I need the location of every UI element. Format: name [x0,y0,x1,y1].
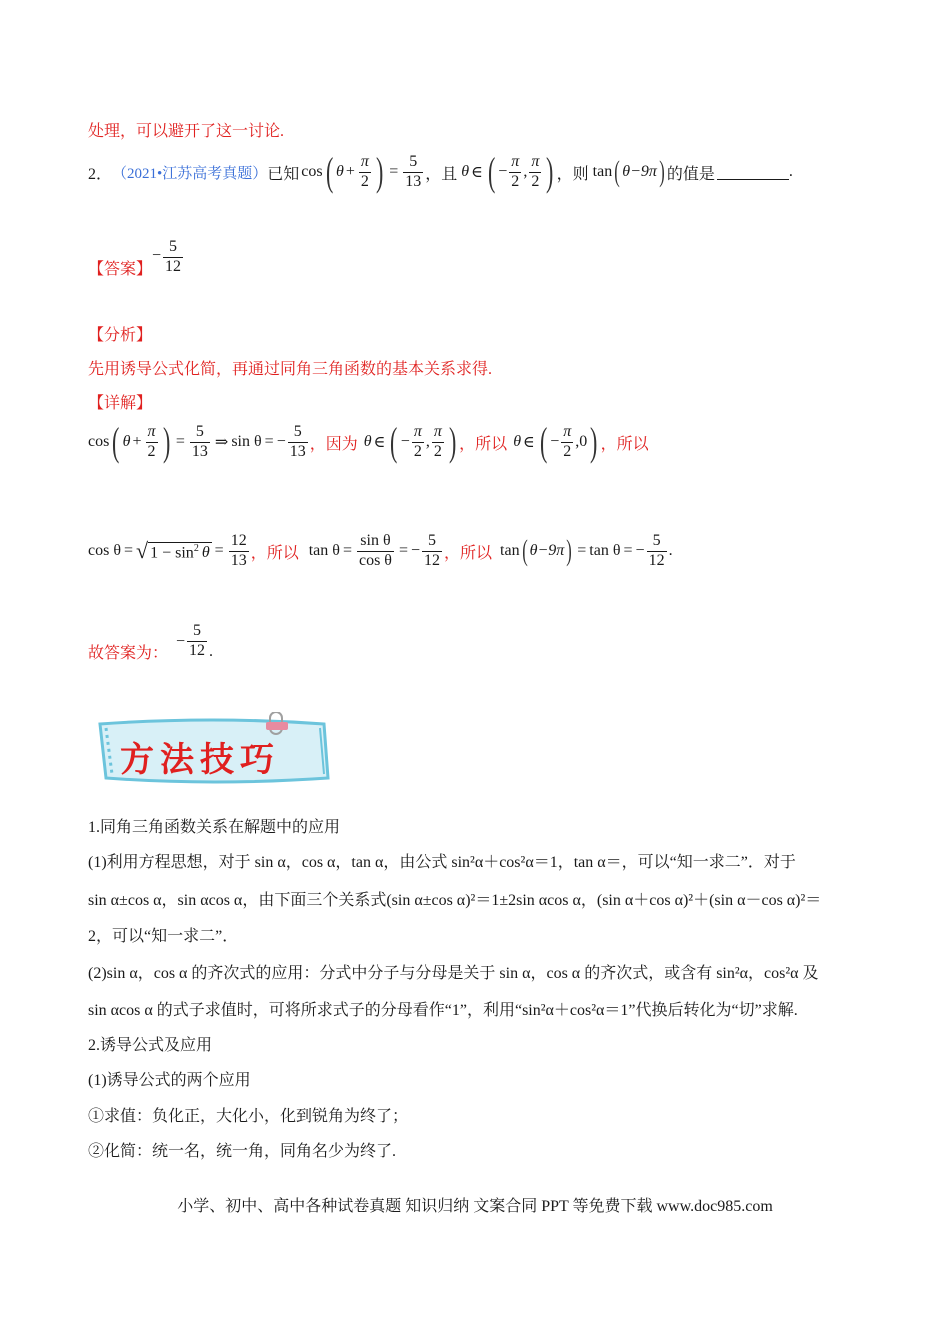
problem-theta: θ [335,163,344,180]
d2-eq5: = [577,542,587,560]
d1-pc2: ) [448,419,457,464]
d1-pc: ) [162,419,170,464]
problem-2 [88,149,793,194]
paren-open-3: ( [614,155,620,188]
method-p1c: 2，可以“知一求二”． [88,928,239,945]
d1-po3: ( [539,419,548,464]
d1-cos: cos [88,433,110,450]
d1-pi-2-c: $\frac{\pi}{2}$ [433,422,442,460]
d2-end: . [668,542,673,560]
problem-text-4: 的值是 [666,165,715,183]
d1-comma: , [425,433,430,450]
analysis-text: 先用诱导公式化简，再通过同角三角函数的基本关系求得. [88,361,493,378]
problem-in: ∈ [471,164,483,181]
paren-close: ) [375,149,384,194]
d2-eq: = [124,542,134,560]
method-p2a: (2)sin α，cos α 的齐次式的应用：分式中分子与分母是关于 sin α，cos α 的齐次式，或含有 sin²α，cos²α 及 [88,965,819,982]
d1-5-13-b: $\frac{5}{13}$ [289,422,306,460]
problem-plus: + [345,163,355,180]
d2-eq4: = [398,542,408,560]
d2-tan2: tan [500,542,520,560]
d2-eq2: = [214,542,224,560]
final-end: . [209,642,214,660]
d1-in: ∈ [373,434,386,451]
d1-po2: ( [390,419,398,464]
detail-line-2 [88,533,673,570]
problem-comma: , [523,163,528,180]
method-p1a: (1)利用方程思想，对于 sin α，cos α，tan α，由公式 sin²α＋cos²α＝1，tan α＝，可以“知一求二”．对于 [88,854,796,871]
d1-eq: = [175,433,185,450]
d2-text-2: ，所以 [444,544,493,562]
answer-label: 【答案】 [88,261,153,278]
problem-text-1: 已知 [267,165,300,183]
paren-close-2: ) [546,149,554,194]
problem-tan: tan [592,163,613,180]
final-minus: − [176,632,186,650]
d2-minus: − [411,542,421,560]
method-p4: ①求值：负化正，大化小，化到锐角为终了； [88,1108,409,1125]
d1-plus: + [132,433,142,450]
problem-cos: cos [301,163,323,180]
d1-comma-2: , [575,433,580,450]
answer-minus: − [152,246,162,264]
d2-12-13: $\frac{12}{13}$ [230,532,247,569]
method-p5: ②化简：统一名，统一角，同角名少为终了. [88,1143,397,1160]
d2-sqrt: √ $1 - \sin^2 \theta$ [136,538,210,564]
method-p2b: sin αcos α 的式子求值时，可将所求式子的分母看作“1”，利用“sin²α＋cos²α＝1”代换后转化为“切”求解. [88,1002,798,1019]
banner-text: 方法技巧 [120,740,280,780]
d1-text-3: ，所以 [600,435,649,453]
d1-zero: 0 [579,433,588,450]
problem-number: 2． [88,165,113,183]
method-p1b: sin α±cos α，sin αcos α，由下面三个关系式(sin α±cos α)²＝1±2sin αcos α，(sin α＋cos α)²＋(sin α－cos α)²＝ [88,892,822,909]
d1-pi-2-d: $\frac{\pi}{2}$ [563,422,572,460]
paren-open: ( [325,149,333,194]
detail-line-1 [88,419,649,464]
d1-pc3: ) [590,419,598,464]
final-label: 故答案为： [88,645,169,662]
d1-arrow: ⇒ [214,434,229,451]
problem-minus9pi: −9π [630,163,657,180]
footer-text: 小学、初中、高中各种试卷真题 知识归纳 文案合同 PPT 等免费下载 www.doc985.com [177,1198,773,1215]
d1-theta-3: θ [513,433,522,450]
d2-minus9pi: −9π [537,542,565,560]
d1-in-2: ∈ [523,434,535,451]
d2-theta: θ [529,542,538,560]
d1-pi-2-b: $\frac{\pi}{2}$ [413,422,422,460]
paren-close-3: ) [659,155,665,188]
d1-eq2: = [264,433,274,450]
d1-minus-2: − [400,433,410,450]
problem-end: . [788,163,793,180]
d1-text-1: ，因为 [309,435,358,453]
pi-over-2-c: $\frac{\pi}{2}$ [531,152,540,190]
method-banner [92,712,337,792]
intro-line: 处理，可以避开了这一讨论. [88,123,285,140]
answer-row [88,236,185,279]
pi-over-2: $\frac{\pi}{2}$ [360,152,369,190]
method-p3: (1)诱导公式的两个应用 [88,1072,251,1089]
d2-tan3: tan θ [589,542,621,560]
d1-minus: − [276,433,286,450]
paren-open-2: ( [487,149,496,194]
method-heading-2: 2.诱导公式及应用 [88,1037,213,1054]
d1-5-13: $\frac{5}{13}$ [191,422,208,460]
d2-sin-over-cos: $\frac{\text{sin θ}}{\text{cos θ}}$ [358,532,392,569]
problem-minus: − [498,163,508,180]
d1-pi-2: $\frac{\pi}{2}$ [147,422,156,460]
answer-fraction: $\frac{5}{12}$ [165,238,182,275]
d2-eq3: = [342,542,352,560]
d1-minus-3: − [550,433,560,450]
d1-theta-2: θ [363,433,372,450]
problem-text-3: ，则 [556,165,589,183]
final-answer [88,620,213,663]
d2-po: ( [521,534,528,568]
analysis-label: 【分析】 [88,327,153,344]
five-over-13: $\frac{5}{13}$ [405,152,422,190]
d2-eq6: = [623,542,633,560]
d1-po: ( [112,419,120,464]
method-heading-1: 1.同角三角函数关系在解题中的应用 [88,819,341,836]
d2-cos: cos θ [88,542,121,560]
d2-minus-2: − [635,542,645,560]
d2-5-12: $\frac{5}{12}$ [424,532,441,569]
d1-text-2: ，所以 [459,435,508,453]
d2-pc: ) [566,534,573,568]
d2-5-12-b: $\frac{5}{12}$ [648,532,665,569]
problem-theta-2: θ [461,163,470,180]
answer-blank [717,165,789,180]
pi-over-2-b: $\frac{\pi}{2}$ [511,152,520,190]
d1-sin: sin θ [231,433,262,450]
final-fraction: $\frac{5}{12}$ [189,622,206,659]
d2-text-1: ，所以 [250,544,299,562]
d2-tan: tan θ [308,542,340,560]
detail-label: 【详解】 [88,395,153,412]
problem-theta-3: θ [622,163,631,180]
problem-eq: = [389,163,399,180]
d1-theta: θ [122,433,131,450]
problem-text-2: ，且 [425,165,458,183]
problem-source: （2021•江苏高考真题） [112,165,268,182]
